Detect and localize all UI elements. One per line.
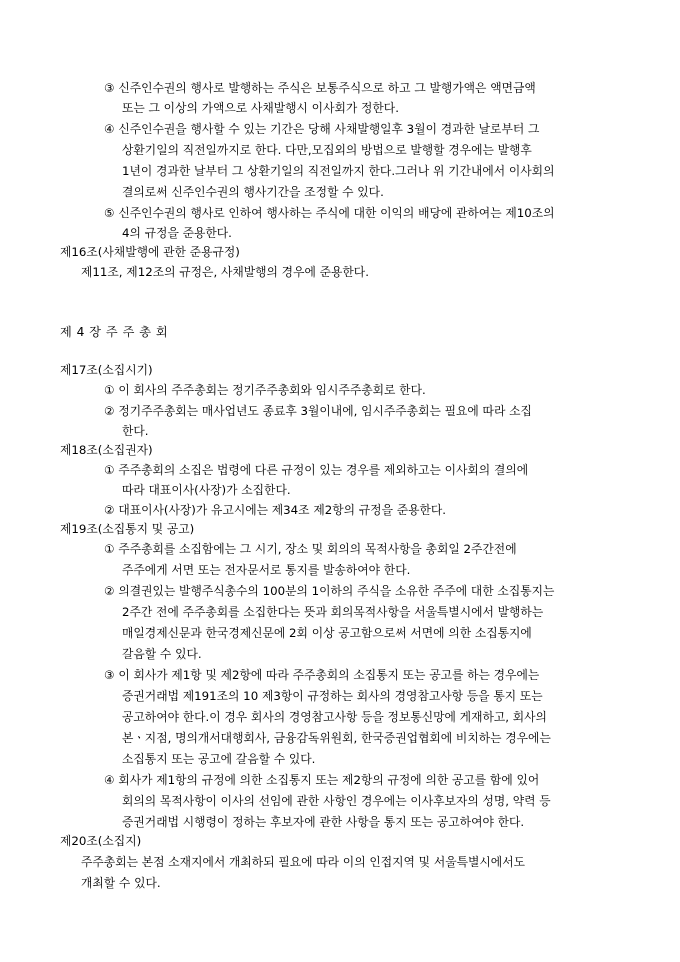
article-18-item-2: ② 대표이사(사장)가 유고시에는 제34조 제2항의 규정을 준용한다. — [104, 503, 447, 517]
article-20-body-line-2: 개최할 수 있다. — [81, 876, 161, 890]
article-17-item-2-line-2: 한다. — [122, 424, 149, 438]
article-19-item-4-line-3: 증권거래법 시행령이 정하는 후보자에 관한 사항을 통지 또는 공고하여야 한다. — [122, 815, 525, 829]
article-15-item-5-line-1: ⑤ 신주인수권의 행사로 인하여 행사하는 주식에 대한 이익의 배당에 관하여는 제10조의 — [104, 206, 555, 220]
article-15-item-4-line-1: ④ 신주인수권을 행사할 수 있는 기간은 당해 사채발행일후 3월이 경과한 날로부터 그 — [104, 122, 540, 136]
article-19-item-3-line-4: 본ㆍ지점, 명의개서대행회사, 금융감독위원회, 한국증권업협회에 비치하는 경우에는 — [122, 731, 551, 745]
article-18-item-1-line-1: ① 주주총회의 소집은 법령에 다른 규정이 있는 경우를 제외하고는 이사회의 결의에 — [104, 463, 529, 477]
chapter-4-title: 제 4 장 주 주 총 회 — [60, 325, 169, 339]
article-19-item-4-line-1: ④ 회사가 제1항의 규정에 의한 소집통지 또는 제2항의 규정에 의한 공고를 함에 있어 — [104, 773, 540, 787]
article-17-heading: 제17조(소집시기) — [60, 363, 153, 377]
article-19-item-1-line-2: 주주에게 서면 또는 전자문서로 통지를 발송하여야 한다. — [122, 563, 411, 577]
article-19-item-2-line-2: 2주간 전에 주주총회를 소집한다는 뜻과 회의목적사항을 서울특별시에서 발행하는 — [122, 605, 544, 619]
article-15-item-4-line-3: 1년이 경과한 날부터 그 상환기일의 직전일까지 한다.그러나 위 기간내에서 이사회의 — [122, 164, 555, 178]
article-15-item-4-line-4: 결의로써 신주인수권의 행사기간을 조정할 수 있다. — [122, 185, 384, 199]
article-19-item-3-line-2: 증권거래법 제191조의 10 제3항이 규정하는 회사의 경영참고사항 등을 통지 또는 — [122, 689, 543, 703]
article-16-body: 제11조, 제12조의 규정은, 사채발행의 경우에 준용한다. — [81, 265, 369, 279]
article-16-heading: 제16조(사채발행에 관한 준용규정) — [60, 245, 240, 259]
article-19-item-4-line-2: 회의의 목적사항이 이사의 선임에 관한 사항인 경우에는 이사후보자의 성명, 약력 등 — [122, 794, 551, 808]
article-19-item-1-line-1: ① 주주총회를 소집함에는 그 시기, 장소 및 회의의 목적사항을 총회일 2주간전에 — [104, 542, 517, 556]
article-20-body-line-1: 주주총회는 본점 소재지에서 개최하되 필요에 따라 이의 인접지역 및 서울특별시에서도 — [81, 855, 525, 869]
article-15-item-4-line-2: 상환기일의 직전일까지로 한다. 다만,모집외의 방법으로 발행할 경우에는 발행후 — [122, 143, 532, 157]
article-15-item-5-line-2: 4의 규정을 준용한다. — [122, 226, 232, 240]
article-17-item-1: ① 이 회사의 주주총회는 정기주주총회와 임시주주총회로 한다. — [104, 383, 426, 397]
article-19-heading: 제19조(소집통지 및 공고) — [60, 522, 195, 536]
article-19-item-3-line-1: ③ 이 회사가 제1항 및 제2항에 따라 주주총회의 소집통지 또는 공고를 하는 경우에는 — [104, 668, 540, 682]
article-18-heading: 제18조(소집권자) — [60, 443, 153, 457]
article-18-item-1-line-2: 따라 대표이사(사장)가 소집한다. — [122, 483, 291, 497]
article-19-item-2-line-1: ② 의결권있는 발행주식총수의 100분의 1이하의 주식을 소유한 주주에 대한 소집통지는 — [104, 584, 555, 598]
article-19-item-2-line-3: 매일경제신문과 한국경제신문에 2회 이상 공고함으로써 서면에 의한 소집통지에 — [122, 626, 532, 640]
article-19-item-3-line-5: 소집통지 또는 공고에 갈음할 수 있다. — [122, 752, 316, 766]
article-19-item-2-line-4: 갈음할 수 있다. — [122, 647, 202, 661]
article-19-item-3-line-3: 공고하여야 한다.이 경우 회사의 경영참고사항 등을 정보통신망에 게재하고, 회사의 — [122, 710, 547, 724]
article-17-item-2-line-1: ② 정기주주총회는 매사업년도 종료후 3월이내에, 임시주주총회는 필요에 따라 소집 — [104, 404, 532, 418]
article-15-item-3-line-1: ③ 신주인수권의 행사로 발행하는 주식은 보통주식으로 하고 그 발행가액은 액면금액 — [104, 81, 536, 95]
article-20-heading: 제20조(소집지) — [60, 834, 142, 848]
article-15-item-3-line-2: 또는 그 이상의 가액으로 사채발행시 이사회가 정한다. — [122, 101, 399, 115]
